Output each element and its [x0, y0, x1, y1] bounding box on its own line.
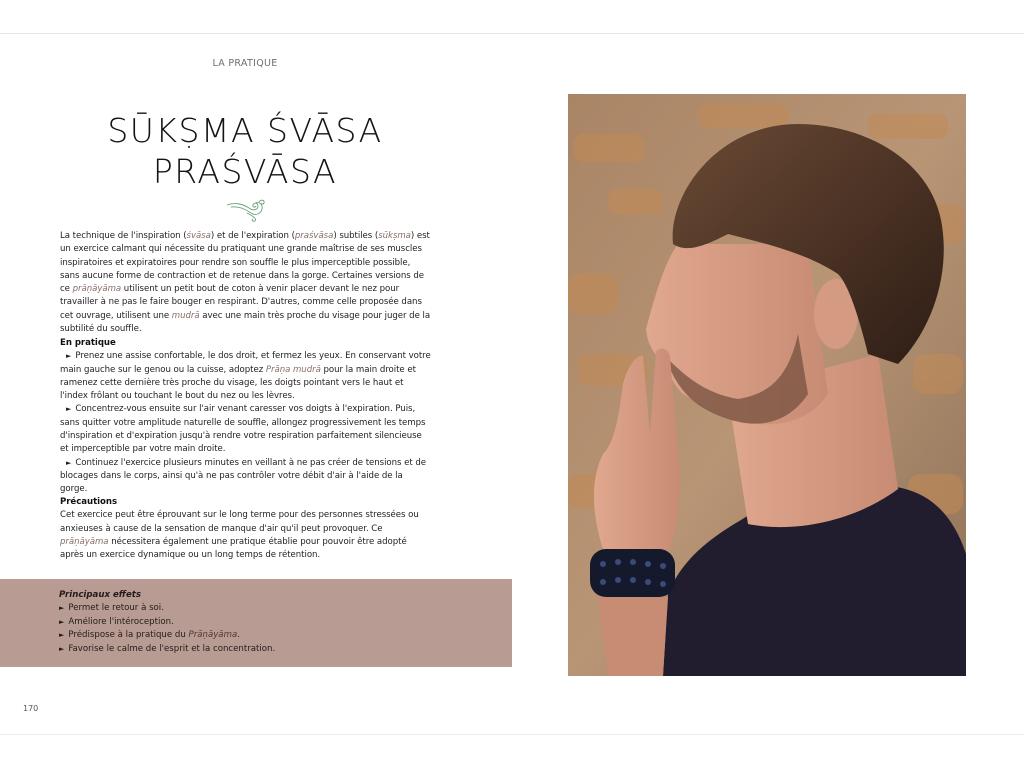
main-effects-list: [59, 589, 275, 656]
precautions-section: [60, 496, 432, 562]
bottom-divider: [0, 734, 1024, 735]
triangle-bullet-icon: ►: [59, 604, 65, 613]
intro-paragraph: [60, 230, 432, 336]
triangle-bullet-icon: ►: [66, 352, 72, 361]
term-prasvasa: praśvāsa: [294, 231, 334, 241]
title-line-1: SŪKṢMA ŚVĀSA: [107, 111, 383, 150]
effect-text: Améliore l'intéroception.: [68, 616, 174, 627]
page-title: [80, 110, 410, 192]
effect-item: [59, 643, 275, 656]
triangle-bullet-icon: ►: [66, 458, 72, 467]
main-effects-heading: Principaux effets: [59, 590, 142, 600]
practice-step-1: [60, 350, 432, 403]
effect-text: .: [237, 630, 240, 641]
triangle-bullet-icon: ►: [59, 644, 65, 653]
practice-section: [60, 337, 432, 497]
practice-step-3: [60, 457, 432, 497]
term-prana-mudra: Prāṇa mudrā: [265, 364, 321, 375]
top-divider: [0, 33, 1024, 34]
effect-text: Favorise le calme de l'esprit et la concentration.: [68, 643, 276, 654]
precautions-heading: Précautions: [60, 497, 118, 507]
effect-text: Prédispose à la pratique du: [68, 630, 189, 641]
step-text: Concentrez-vous ensuite sur l'air venant caresser vos doigts à l'expiration. Puis, sans quitter votre amplitude naturelle de souffle, allongez progressivement les temps d'inspiration et d'expiration jusqu'à rendre votre respiration parfaitement silencieuse et imperceptible par votre main droite.: [60, 404, 426, 455]
main-effects-box: [0, 579, 512, 667]
intro-text: utilisent un petit bout de coton à venir placer devant le nez pour travailler à ne pas le faire bouger en respirant. D'autres, comme celle proposée dans cet ouvrage, utilisent une: [60, 284, 422, 321]
intro-text: La technique de l'inspiration (: [60, 231, 187, 241]
intro-text: ) subtiles (: [333, 231, 379, 241]
intro-text: ) est un exercice calmant qui nécessite du pratiquant une grande maîtrise de ses muscles inspiratoires et expiratoires pour rendre son souffle le plus imperceptible possible, sans aucune forme de contraction et de retenue dans la gorge. Certaines versions de ce: [60, 231, 430, 295]
section-label: LA PRATIQUE: [212, 58, 278, 69]
intro-text: avec une main très proche du visage pour juger de la subtilité du souffle.: [60, 310, 431, 335]
breath-swirl-ornament-icon: [225, 194, 267, 222]
page-number: 170: [23, 704, 39, 713]
precautions-text: nécessitera également une pratique établie pour pouvoir être adopté après un exercice dynamique ou un long temps de rétention.: [60, 536, 407, 561]
step-text: pour la main droite et ramenez cette dernière très proche du visage, les doigts pointant vers le haut et l'index frôlant ou touchant le bout du nez ou les lèvres.: [60, 364, 416, 402]
effect-item: [59, 616, 275, 629]
intro-text: ) et de l'expiration (: [210, 231, 295, 241]
step-text: Prenez une assise confortable, le dos droit, et fermez les yeux. En conservant votre main gauche sur le genou ou la cuisse, adoptez: [60, 351, 431, 375]
term-pranayama: prāṇāyāma: [60, 536, 109, 547]
triangle-bullet-icon: ►: [66, 405, 72, 414]
triangle-bullet-icon: ►: [59, 631, 65, 640]
term-mudra: mudrā: [171, 310, 200, 321]
photo-illustration: [568, 94, 966, 676]
precautions-text: Cet exercice peut être éprouvant sur le long terme pour des personnes stressées ou anxieuses à cause de la sensation de manque d'air qu'il peut provoquer. Ce: [60, 510, 419, 534]
effect-item: [59, 629, 275, 642]
practice-step-2: [60, 403, 432, 456]
title-line-2: PRAŚVĀSA: [152, 152, 338, 191]
term-pranayama: Prāṇāyāma: [188, 630, 238, 641]
effect-text: Permet le retour à soi.: [68, 603, 164, 614]
term-pranayama: prāṇāyāma: [72, 284, 122, 295]
step-text: Continuez l'exercice plusieurs minutes en veillant à ne pas créer de tensions et de blocages dans le corps, ainsi qu'à ne pas contrôler votre débit d'air à l'aide de la gorge.: [60, 457, 427, 495]
term-svasa: śvāsa: [186, 231, 211, 241]
triangle-bullet-icon: ►: [59, 617, 65, 626]
effect-item: [59, 602, 275, 615]
photo-man-prana-mudra: [568, 94, 966, 676]
term-suksma: sūkṣma: [378, 231, 411, 241]
precautions-paragraph: [60, 509, 432, 562]
practice-heading: En pratique: [60, 338, 116, 348]
